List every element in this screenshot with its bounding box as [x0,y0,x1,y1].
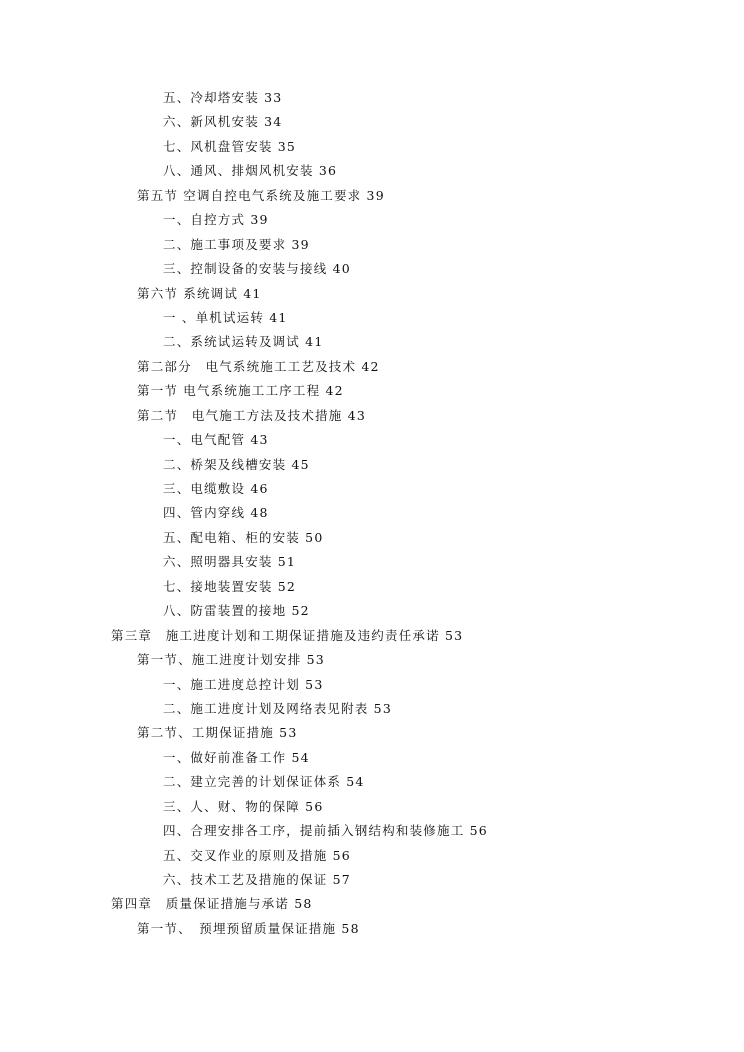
toc-entry-subsection: 六、新风机安装 34 [163,114,283,130]
toc-entry-subsection: 八、防雷装置的接地 52 [163,603,310,619]
toc-entry-subsection: 五、交叉作业的原则及措施 56 [163,847,351,863]
toc-entry-section: 第六节 系统调试 41 [137,285,262,301]
toc-entry-subsection: 八、通风、排烟风机安装 36 [163,163,338,179]
toc-entry-chapter: 第三章 施工进度计划和工期保证措施及违约责任承诺 53 [111,627,464,643]
toc-entry-section: 第一节、 预埋预留质量保证措施 58 [137,920,360,936]
toc-entry-section: 第一节、施工进度计划安排 53 [137,652,325,668]
toc-entry-subsection: 七、风机盘管安装 35 [163,138,297,154]
toc-entry-subsection: 六、技术工艺及措施的保证 57 [163,872,351,887]
toc-entry-subsection: 五、配电箱、柜的安装 50 [163,529,324,545]
toc-entry-subsection: 四、合理安排各工序，提前插入钢结构和装修施工 56 [163,823,488,839]
toc-entry-subsection: 二、施工进度计划及网络表见附表 53 [163,700,392,716]
toc-entry-subsection: 一 、单机试运转 41 [163,309,288,325]
toc-entry-subsection: 四、管内穿线 48 [163,505,269,521]
toc-entry-subsection: 三、电缆敷设 46 [163,481,269,496]
toc-entry-subsection: 二、施工事项及要求 39 [163,236,310,252]
toc-entry-section: 第五节 空调自控电气系统及施工要求 39 [137,187,385,203]
toc-entry-subsection: 二、系统试运转及调试 41 [163,334,324,350]
toc-entry-section: 第二部分 电气系统施工工艺及技术 42 [137,358,380,374]
toc-entry-subsection: 一、施工进度总控计划 53 [163,676,324,692]
toc-entry-subsection: 一、自控方式 39 [163,212,269,228]
table-of-contents [0,86,744,941]
toc-entry-section: 第一节 电气系统施工工序工程 42 [137,383,344,399]
toc-entry-subsection: 一、做好前准备工作 54 [163,749,310,765]
toc-entry-subsection: 五、冷却塔安装 33 [163,90,283,105]
toc-entry-subsection: 二、建立完善的计划保证体系 54 [163,774,365,790]
toc-entry-section: 第二节 电气施工方法及技术措施 43 [137,407,366,423]
toc-entry-chapter: 第四章 质量保证措施与承诺 58 [111,896,313,912]
toc-entry-subsection: 三、人、财、物的保障 56 [163,798,324,814]
toc-entry-subsection: 三、控制设备的安装与接线 40 [163,261,351,277]
toc-entry-subsection: 七、接地装置安装 52 [163,578,297,594]
toc-entry-subsection: 六、照明器具安装 51 [163,554,297,570]
toc-entry-subsection: 一、电气配管 43 [163,432,269,448]
toc-entry-subsection: 二、桥架及线槽安装 45 [163,456,310,472]
toc-entry-section: 第二节、工期保证措施 53 [137,725,298,741]
